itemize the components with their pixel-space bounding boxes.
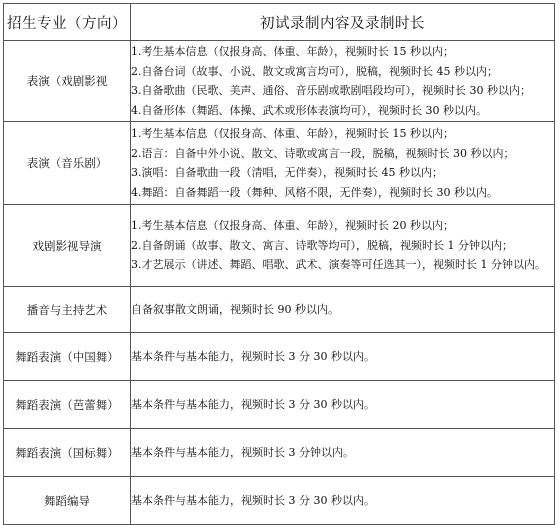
content-cell bbox=[131, 205, 555, 287]
major-cell: 戏剧影视导演 bbox=[4, 205, 131, 287]
table-row bbox=[4, 205, 555, 287]
major-cell: 播音与主持艺术 bbox=[4, 287, 131, 333]
header-content: 初试录制内容及录制时长 bbox=[131, 4, 555, 41]
content-line: 2.自备朗诵（故事、散文、寓言、诗歌等均可），脱稿，视频时长 1 分钟以内； bbox=[131, 238, 513, 252]
content-line: 4.自备形体（舞蹈、体操、武术或形体表演均可），视频时长 30 秒以内。 bbox=[131, 103, 487, 117]
table-row bbox=[4, 333, 555, 381]
content-cell bbox=[131, 429, 555, 477]
table-row bbox=[4, 429, 555, 477]
content-line: 自备叙事散文朗诵，视频时长 90 秒以内。 bbox=[131, 302, 339, 316]
table-header-row bbox=[4, 4, 555, 41]
content-line: 3.自备歌曲（民歌、美声、通俗、音乐剧或歌剧唱段均可），视频时长 30 秒以内； bbox=[131, 84, 531, 97]
content-line: 2.自备台词（故事、小说、散文或寓言均可），脱稿，视频时长 45 秒以内； bbox=[131, 64, 498, 78]
content-cell bbox=[131, 381, 555, 429]
major-cell: 舞蹈表演（中国舞） bbox=[4, 333, 131, 381]
major-cell: 舞蹈编导 bbox=[4, 477, 131, 525]
content-line: 1.考生基本信息（仅报身高、体重、年龄），视频时长 15 秒以内； bbox=[131, 45, 454, 58]
table-row bbox=[4, 477, 555, 525]
content-cell bbox=[131, 287, 555, 333]
major-cell: 表演（戏剧影视 bbox=[4, 41, 131, 122]
table-row bbox=[4, 41, 555, 122]
content-cell bbox=[131, 477, 555, 525]
content-line: 4.舞蹈：自备舞蹈一段（舞种、风格不限，无伴奏），视频时长 30 秒以内。 bbox=[131, 185, 498, 199]
content-line: 基本条件与基本能力，视频时长 3 分 30 秒以内。 bbox=[131, 349, 375, 363]
content-line: 1.考生基本信息（仅报身高、体重、年龄），视频时长 20 秒以内； bbox=[131, 219, 454, 233]
major-cell: 表演（音乐剧） bbox=[4, 122, 131, 205]
table-row bbox=[4, 122, 555, 205]
content-line: 2.语言：自备中外小说、散文、诗歌或寓言一段，脱稿，视频时长 30 秒以内； bbox=[131, 146, 515, 160]
content-line: 基本条件与基本能力，视频时长 3 分 30 秒以内。 bbox=[131, 397, 375, 411]
table-row bbox=[4, 381, 555, 429]
table-row bbox=[4, 287, 555, 333]
recording-requirements-table bbox=[3, 3, 555, 525]
header-major: 招生专业（方向） bbox=[4, 4, 131, 41]
major-cell: 舞蹈表演（芭蕾舞） bbox=[4, 381, 131, 429]
content-cell bbox=[131, 333, 555, 381]
content-cell bbox=[131, 122, 555, 205]
content-line: 1.考生基本信息（仅报身高、体重、年龄），视频时长 15 秒以内； bbox=[131, 127, 454, 140]
content-cell bbox=[131, 41, 555, 122]
major-cell: 舞蹈表演（国标舞） bbox=[4, 429, 131, 477]
content-line: 3.演唱：自备歌曲一段（清唱，无伴奏），视频时长 45 秒以内； bbox=[131, 166, 443, 179]
content-line: 基本条件与基本能力，视频时长 3 分钟以内。 bbox=[131, 445, 354, 459]
content-line: 3.才艺展示（讲述、舞蹈、唱歌、武术、演奏等可任选其一），视频时长 1 分钟以内。 bbox=[131, 258, 546, 272]
content-line: 基本条件与基本能力，视频时长 3 分 30 秒以内。 bbox=[131, 493, 375, 507]
